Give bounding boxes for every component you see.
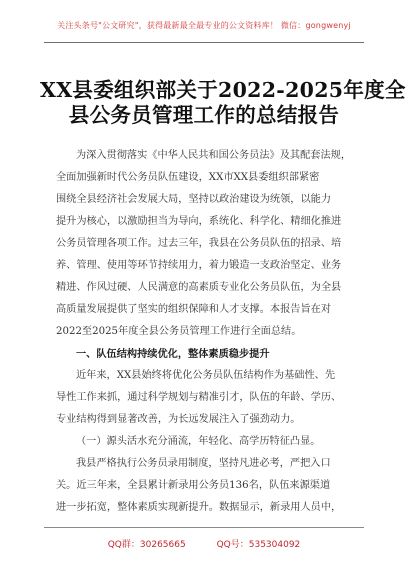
paragraph-line: 2022至2025年度全县公务员管理工作进行全面总结。: [56, 326, 302, 337]
paragraph-recruitment: [56, 453, 356, 519]
footer-divider: [44, 527, 364, 528]
paragraph-line: 专业结构得到显著改善，为长远发展注入了强劲动力。: [56, 414, 301, 425]
footer: [0, 537, 408, 550]
paragraph-line: 为深入贯彻落实《中华人民共和国公务员法》及其配套法规，: [76, 150, 352, 161]
footer-qq-number: QQ号：535304092: [216, 540, 301, 550]
document-title: [40, 78, 406, 128]
paragraph-line: 围绕全县经济社会发展大局，坚持以政治建设为统领，以能力: [56, 194, 332, 205]
paragraph-structure: [56, 365, 356, 431]
paragraph-line: 进一步拓宽，整体素质实现新提升。数据显示，新录用人员中，: [56, 502, 342, 513]
paragraph-line: 关。近三年来，全县累计新录用公务员136名，队伍来源渠道: [56, 480, 331, 491]
footer-qq-group: QQ群：30265665: [107, 540, 186, 550]
section-heading: 一、队伍结构持续优化，整体素质稳步提升: [76, 348, 270, 360]
title-line: XX县委组织部关于2022-2025年度全: [40, 78, 406, 102]
title-line: 县公务员管理工作的总结报告: [68, 103, 340, 127]
paragraph-line: 全面加强新时代公务员队伍建设，XX市XX县委组织部紧密: [56, 172, 320, 183]
paragraph-line: 近年来，XX县始终将优化公务员队伍结构作为基础性、先: [76, 370, 336, 381]
paragraph-line: 提升为核心，以激励担当为导向，系统化、科学化、精细化推进: [56, 216, 342, 227]
paragraph-line: 高质量发展提供了坚实的组织保障和人才支撑。本报告旨在对: [56, 304, 332, 315]
paragraph-line: 养、管理、使用等环节持续用力，着力锻造一支政治坚定、业务: [56, 260, 342, 271]
paragraph-line: 精进、作风过硬、人民满意的高素质专业化公务员队伍，为全县: [56, 282, 342, 293]
paragraph-line: 我县严格执行公务员录用制度，坚持凡进必考，严把入口: [76, 458, 331, 469]
header-divider: [44, 42, 364, 43]
header-note: 关注头条号"公文研究"，获得最新最全最专业的公文资料库！ 微信：gongwenyj: [57, 21, 351, 30]
document-body: [56, 145, 356, 519]
subsection-heading: （一）源头活水充分涌流，年轻化、高学历特征凸显。: [76, 436, 321, 447]
paragraph-intro: [56, 145, 356, 343]
paragraph-line: 导性工作来抓，通过科学规划与精准引才，队伍的年龄、学历、: [56, 392, 342, 403]
paragraph-line: 公务员管理各项工作。过去三年，我县在公务员队伍的招录、培: [56, 238, 342, 249]
